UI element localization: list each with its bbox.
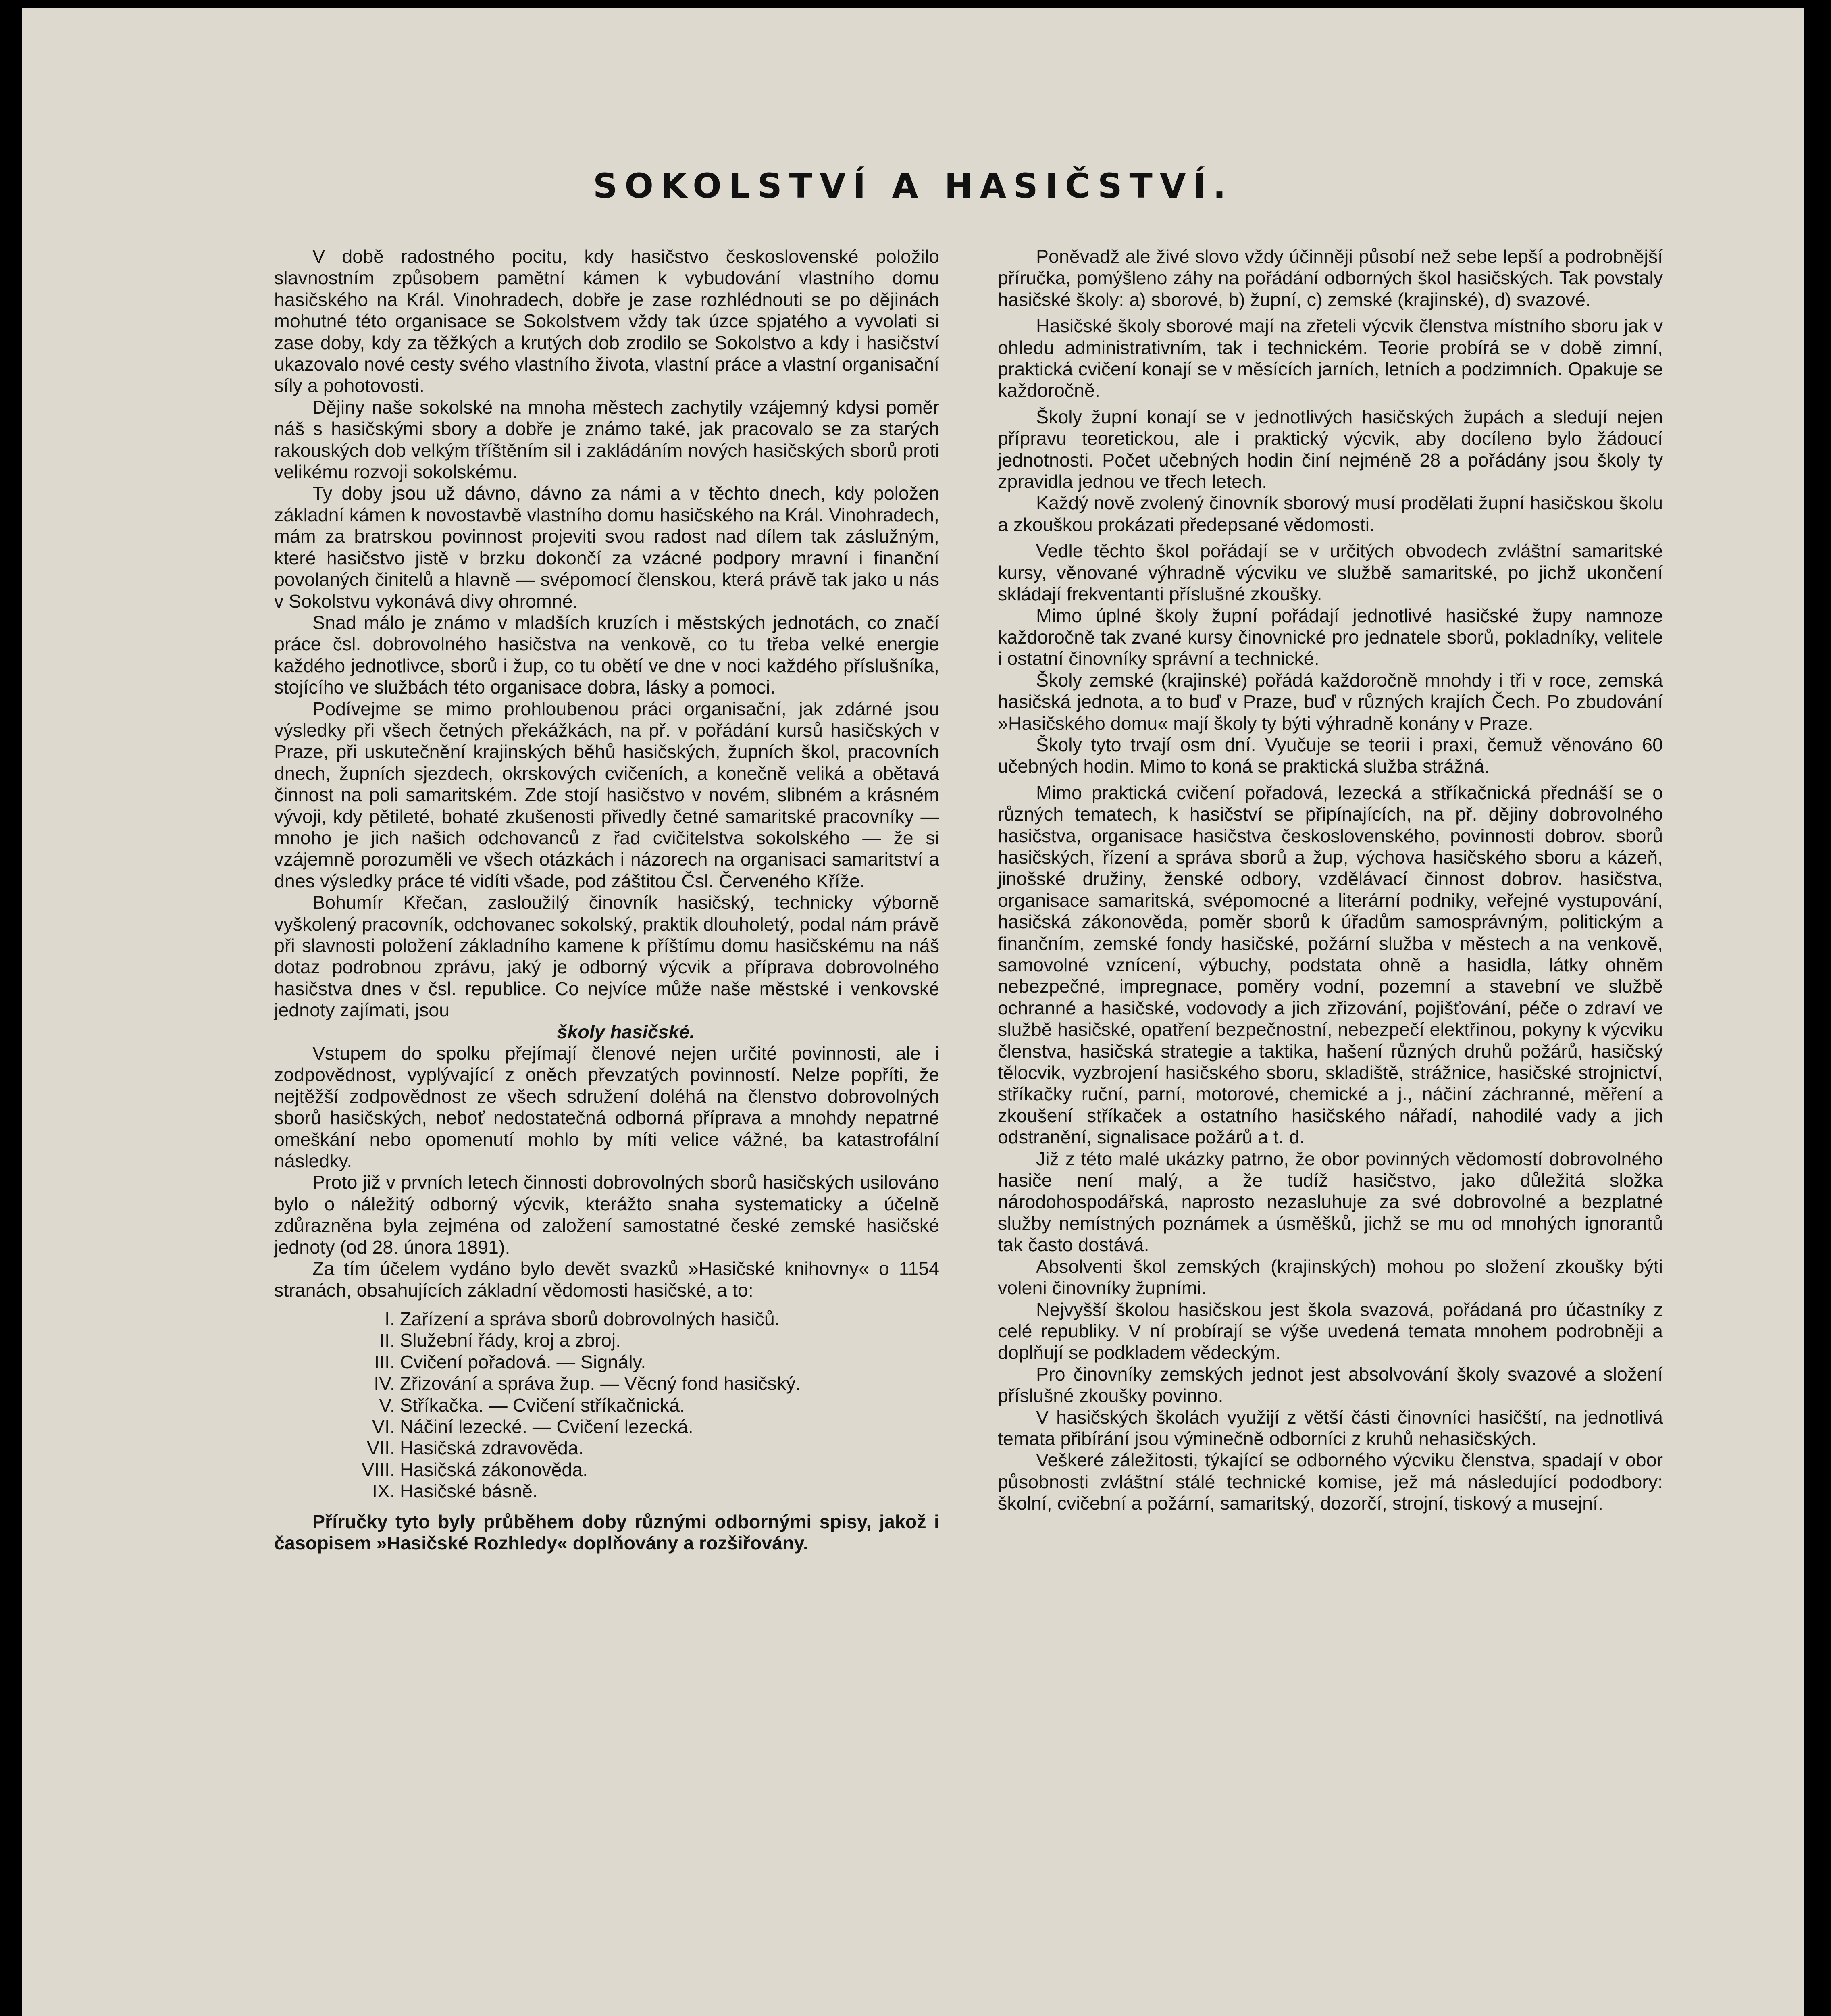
paragraph: Školy župní konají se v jednotlivých hasičských župách a sledují nejen přípravu teoretickou, ale i praktický výcvik, aby docíleno bylo žádoucí jednotnosti. Počet učebných hodin činí nejméně 28 a pořádány jsou školy ty zpravidla jednou ve třech letech.	[998, 406, 1663, 492]
paragraph: Příručky tyto byly průběhem doby různými odbornými spisy, jakož i časopisem »Hasičské Rozhledy« doplňovány a rozšiřovány.	[274, 1511, 939, 1554]
list-item: I. Zařízení a správa sborů dobrovolných hasičů.	[385, 1308, 780, 1329]
paragraph: Hasičské školy sborové mají na zřeteli výcvik členstva místního sboru jak v ohledu administrativním, tak i technickém. Teorie probírá se v době zimní, praktická cvičení konají se v měsících jarních, letních a podzimních. Opakuje se každoročně.	[998, 315, 1663, 401]
list-item: VIII. Hasičská zákonověda.	[362, 1459, 588, 1480]
article-title: SOKOLSTVÍ A HASIČSTVÍ.	[593, 166, 1233, 206]
paragraph: Školy tyto trvají osm dní. Vyučuje se teorii i praxi, čemuž věnováno 60 učebných hodin. Mimo to koná se praktická služba strážná.	[998, 734, 1663, 777]
subheading: školy hasičské.	[557, 1021, 695, 1042]
list-item: II. Služební řády, kroj a zbroj.	[379, 1330, 621, 1351]
list-item: IX. Hasičské básně.	[372, 1481, 538, 1502]
paragraph: Poněvadž ale živé slovo vždy účinněji působí než sebe lepší a podrobnější příručka, pomýšleno záhy na pořádání odborných škol hasičských. Tak povstaly hasičské školy: a) sborové, b) župní, c) zemské (krajinské), d) svazové.	[998, 246, 1663, 310]
library-list	[274, 1308, 939, 1502]
paragraph: Absolventi škol zemských (krajinských) mohou po složení zkoušky býti voleni činovníky župními.	[998, 1256, 1663, 1299]
paragraph: Pro činovníky zemských jednot jest absolvování školy svazové a složení příslušné zkoušky povinno.	[998, 1363, 1663, 1406]
paragraph: V hasičských školách využijí z větší části činovníci hasičští, na jednotlivá temata přibírání jsou výminečně odborníci z kruhů nehasičských.	[998, 1406, 1663, 1449]
list-item: IV. Zřizování a správa žup. — Věcný fond hasičský.	[374, 1373, 801, 1394]
list-item: VI. Náčiní lezecké. — Cvičení lezecká.	[372, 1416, 693, 1437]
document-page	[22, 8, 1804, 2016]
paragraph: Dějiny naše sokolské na mnoha městech zachytily vzájemný kdysi poměr náš s hasičskými sbory a dobře je známo také, jak pracovalo se za starých rakouských dob velkým tříštěním sil i zakládáním nových hasičských sborů proti velikému rozvoji sokolskému.	[274, 396, 939, 483]
paragraph: Podívejme se mimo prohloubenou práci organisační, jak zdárné jsou výsledky při všech četných překážkách, na př. v pořádání kursů hasičských v Praze, při uskutečnění krajinských běhů hasičských, župních škol, pracovních dnech, župních sjezdech, okrskových cvičeních, a konečně veliká a obětavá činnost na poli samaritském. Zde stojí hasičstvo v novém, slibném a krásném vývoji, kdy pětileté, bohaté zkušenosti přivedly četné samaritské pracovníky — mnoho je jich našich odchovanců z řad cvičitelstva sokolského — že si vzájemně porozuměli ve všech otázkách i názorech na organisaci samaritství a dnes výsledky práce té vidíti všade, pod záštitou Čsl. Červeného Kříže.	[274, 698, 939, 891]
paragraph: Nejvyšší školou hasičskou jest škola svazová, pořádaná pro účastníky z celé republiky. V ní probírají se výše uvedená temata mnohem podrobněji a doplňují se podkladem vědeckým.	[998, 1299, 1663, 1363]
paragraph: Bohumír Křečan, zasloužilý činovník hasičský, technicky výborně vyškolený pracovník, odchovanec sokolský, praktik dlouholetý, podal nám právě při slavnosti položení základního kamene k příštímu domu hasičskému na náš dotaz podrobnou zprávu, jaký je odborný výcvik a příprava dobrovolného hasičstva dnes v čsl. republice. Co nejvíce může naše městské i venkovské jednoty zajímati, jsou	[274, 892, 939, 1021]
paragraph: Již z této malé ukázky patrno, že obor povinných vědomostí dobrovolného hasiče není malý, a že tudíž hasičstvo, jako důležitá složka národohospodářská, naprosto nezasluhuje za své dobrovolné a bezplatné služby nemístných poznámek a úsměšků, jichž se mu od mnohých ignorantů tak často dostává.	[998, 1148, 1663, 1256]
list-item: III. Cvičení pořadová. — Signály.	[374, 1351, 646, 1372]
paragraph: Vstupem do spolku přejímají členové nejen určité povinnosti, ale i zodpovědnost, vyplývající z oněch převzatých povinností. Nelze popříti, že nejtěžší zodpovědnost ze všech sdružení doléhá na členstvo dobrovolných sborů hasičských, neboť nedostatečná odborná příprava a mnohdy nepatrné omeškání nebo opomenutí mohlo by míti velice vážné, ba katastrofální následky.	[274, 1043, 939, 1172]
paragraph: Za tím účelem vydáno bylo devět svazků »Hasičské knihovny« o 1154 stranách, obsahujících základní vědomosti hasičské, a to:	[274, 1258, 939, 1301]
list-item: V. Stříkačka. — Cvičení stříkačnická.	[379, 1394, 685, 1416]
paragraph: V době radostného pocitu, kdy hasičstvo československé položilo slavnostním způsobem pamětní kámen k vybudování vlastního domu hasičského na Král. Vinohradech, dobře je zase rozhlédnouti se po dějinách mohutné této organisace se Sokolstvem vždy tak úzce spjatého a vyvolati si zase doby, kdy za těžkých a krutých dob zrodilo se Sokolstvo a kdy i hasičství ukazovalo nové cesty svého vlastního života, vlastní práce a vlastní organisační síly a pohotovosti.	[274, 246, 939, 396]
left-column	[274, 246, 939, 1554]
paragraph: Ty doby jsou už dávno, dávno za námi a v těchto dnech, kdy položen základní kámen k novostavbě vlastního domu hasičského na Král. Vinohradech, mám za bratrskou povinnost projeviti svou radost nad dílem tak záslužným, které hasičstvo jistě v brzku dokončí za vzácné podpory mravní i finanční povolaných činitelů a hlavně — svépomocí členskou, která právě tak jako u nás v Sokolstvu vykonává divy ohromné.	[274, 483, 939, 612]
right-column	[998, 246, 1663, 1514]
paragraph: Mimo úplné školy župní pořádají jednotlivé hasičské župy namnoze každoročně tak zvané kursy činovnické pro jednatele sborů, pokladníky, velitele i ostatní činovníky správní a technické.	[998, 605, 1663, 669]
paragraph: Snad málo je známo v mladších kruzích i městských jednotách, co značí práce čsl. dobrovolného hasičstva na venkově, co tu třeba velké energie každého jednotlivce, sborů i žup, co tu obětí ve dne v noci každého příslušníka, stojícího ve službách této organisace dobra, lásky a pomoci.	[274, 612, 939, 698]
list-item: VII. Hasičská zdravověda.	[367, 1437, 584, 1459]
paragraph: Školy zemské (krajinské) pořádá každoročně mnohdy i tři v roce, zemská hasičská jednota, a to buď v Praze, buď v různých krajích Čech. Po zbudování »Hasičského domu« mají školy ty býti výhradně konány v Praze.	[998, 669, 1663, 734]
paragraph: Veškeré záležitosti, týkající se odborného výcviku členstva, spadají v obor působnosti zvláštní stálé technické komise, jež má následující pododbory: školní, cvičební a požární, samaritský, dozorčí, strojní, tiskový a musejní.	[998, 1450, 1663, 1514]
paragraph: Vedle těchto škol pořádají se v určitých obvodech zvláštní samaritské kursy, věnované výhradně výcviku ve službě samaritské, po jichž ukončení skládají frekventanti příslušné zkoušky.	[998, 540, 1663, 605]
paragraph: Každý nově zvolený činovník sborový musí prodělati župní hasičskou školu a zkouškou prokázati předepsané vědomosti.	[998, 492, 1663, 535]
paragraph: Mimo praktická cvičení pořadová, lezecká a stříkačnická přednáší se o různých tematech, k hasičství se připínajících, na př. dějiny dobrovolného hasičstva, organisace hasičstva československého, povinnosti dobrov. sborů hasičských, řízení a správa sborů a žup, výchova hasičského sboru a kázeň, jinošské družiny, ženské odbory, vzdělávací činnost dobrov. hasičstva, organisace samaritská, svépomocné a literární podniky, veřejné vystupování, hasičská zákonověda, poměr sborů k úřadům samosprávným, politickým a finančním, zemské fondy hasičské, požární služba v městech a na venkově, samovolné vznícení, výbuchy, podstata ohně a hasidla, látky ohněm nebezpečné, impregnace, poměry vodní, pozemní a stavební ve službě ochranné a hasičské, vodovody a jich zřizování, pojišťování, péče o zdraví ve službě hasičské, opatření bezpečnostní, nebezpečí elektřinou, pokyny k výcviku členstva, hasičská strategie a taktika, hašení různých druhů požárů, hasičský tělocvik, vyzbrojení hasičského sboru, skladiště, strážnice, hasičské strojnictví, stříkačky ruční, parní, motorové, chemické a j., náčiní záchranné, měření a zkoušení stříkaček a ostatního hasičského nářadí, nahodilé vady a jich odstranění, signalisace požárů a t. d.	[998, 782, 1663, 1148]
paragraph: Proto již v prvních letech činnosti dobrovolných sborů hasičských usilováno bylo o náležitý odborný výcvik, kterážto snaha systematicky a účelně zdůrazněna byla zejména od založení samostatné české zemské hasičské jednoty (od 28. února 1891).	[274, 1172, 939, 1258]
